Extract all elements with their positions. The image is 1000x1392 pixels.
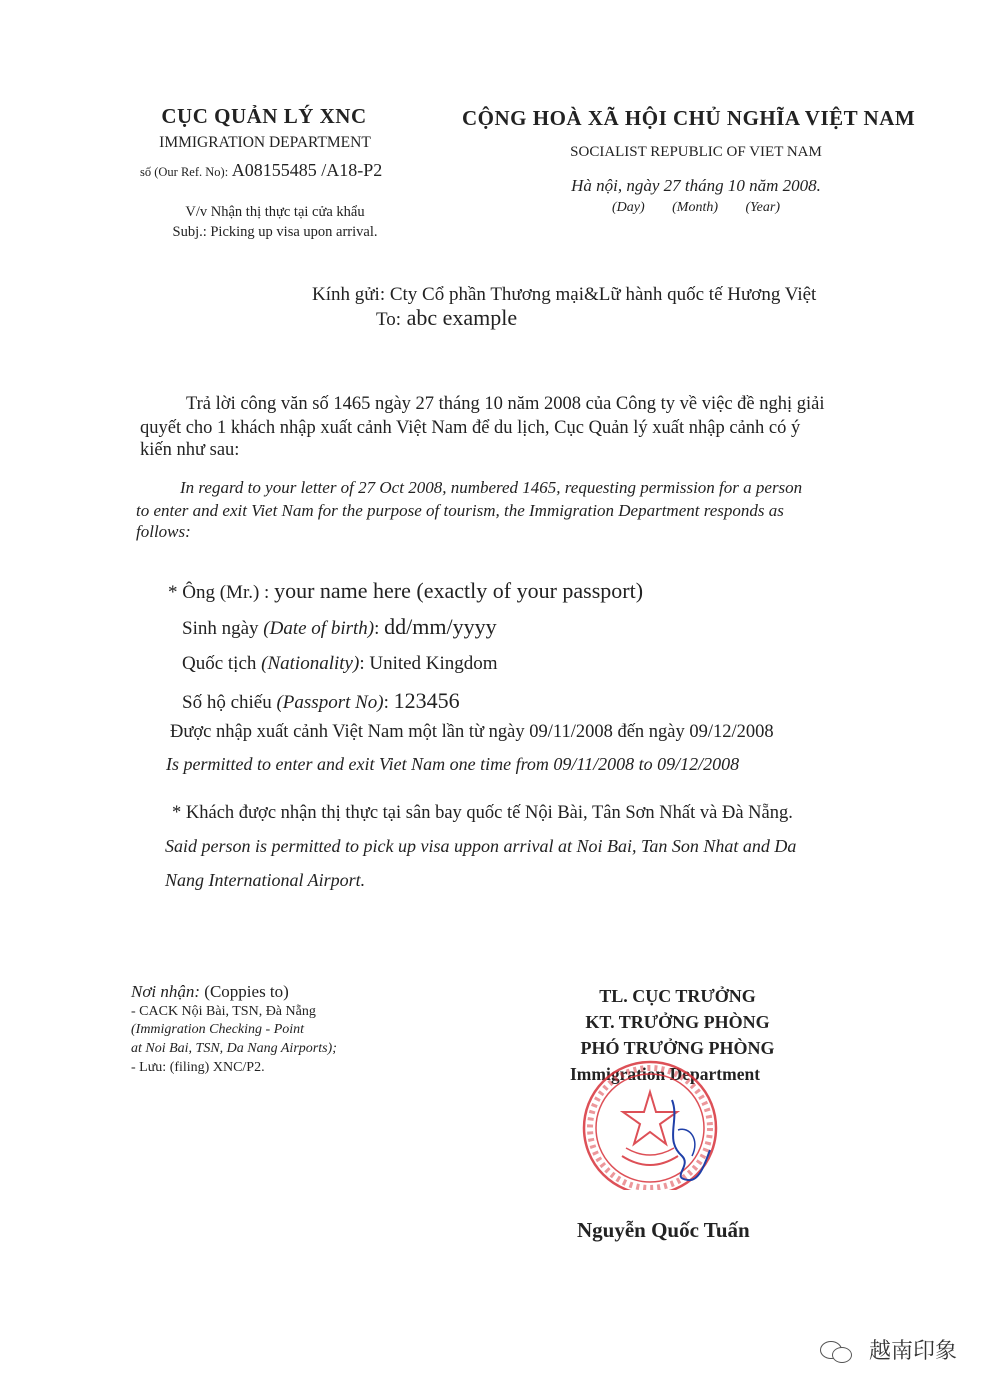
body-vi-line: quyết cho 1 khách nhập xuất cảnh Việt Nam để du lịch, Cục Quản lý xuất nhập cảnh có ý — [140, 418, 801, 438]
signature-line-3: PHÓ TRƯỞNG PHÒNG — [580, 1038, 775, 1058]
date-legend — [520, 200, 872, 216]
wechat-icon — [820, 1341, 854, 1363]
subject-vi: V/v Nhận thị thực tại cửa khẩu — [185, 204, 365, 220]
passport-field: Số hộ chiếu (Passport No): 123456 — [182, 688, 460, 713]
pickup-vi: * Khách được nhận thị thực tại sân bay quốc tế Nội Bài, Tân Sơn Nhất và Đà Nẵng. — [172, 803, 793, 823]
recipient-en — [376, 305, 517, 331]
month-label: (Month) — [672, 200, 719, 215]
day-label: (Day) — [611, 200, 645, 215]
pickup-en-line: Nang International Airport. — [165, 870, 366, 890]
republic-subtitle: SOCIALIST REPUBLIC OF VIET NAM — [570, 144, 822, 160]
permission-vi: Được nhập xuất cảnh Việt Nam một lần từ ngày 09/11/2008 đến ngày 09/12/2008 — [170, 722, 774, 742]
recipient-en-value: abc example — [406, 305, 518, 330]
signer-name: Nguyễn Quốc Tuấn — [577, 1218, 750, 1242]
body-en-line: to enter and exit Viet Nam for the purpose of tourism, the Immigration Department responds as — [136, 501, 784, 520]
copies-heading — [131, 982, 289, 1002]
nationality-value: United Kingdom — [369, 653, 498, 674]
permission-en: Is permitted to enter and exit Viet Nam one time from 09/11/2008 to 09/12/2008 — [166, 754, 740, 774]
copies-line: at Noi Bai, TSN, Da Nang Airports); — [131, 1041, 337, 1056]
document-date: Hà nội, ngày 27 tháng 10 năm 2008. — [571, 176, 821, 195]
recipient-vi: Kính gửi: Cty Cổ phần Thương mại&Lữ hành quốc tế Hương Việt — [312, 284, 817, 305]
watermark-text: 越南印象 — [869, 1339, 958, 1364]
reference-number: A08155485 /A18-P2 — [231, 160, 383, 180]
nationality-label-en: (Nationality) — [261, 653, 360, 674]
body-vi-line: kiến như sau: — [140, 440, 240, 460]
dob-value: dd/mm/yyyy — [384, 614, 497, 639]
name-field — [168, 578, 643, 604]
dob-label-en: (Date of birth) — [263, 618, 375, 639]
copies-label-vi: Nơi nhận: — [131, 982, 201, 1001]
name-label: * Ông (Mr.) : — [168, 582, 270, 603]
signature-line-4: Immigration Department — [570, 1064, 761, 1084]
body-en-line: In regard to your letter of 27 Oct 2008, numbered 1465, requesting permission for a person — [180, 478, 803, 497]
reference-line — [140, 160, 382, 181]
body-vi-line: Trả lời công văn số 1465 ngày 27 tháng 10 năm 2008 của Công ty về việc đề nghị giải — [186, 394, 825, 414]
signature-line-2: KT. TRƯỞNG PHÒNG — [585, 1012, 770, 1032]
recipient-en-label: To: — [376, 309, 402, 330]
passport-label-vi: Số hộ chiếu — [182, 692, 272, 713]
body-en-line: follows: — [136, 522, 191, 541]
reference-prefix: số (Our Ref. No): — [140, 165, 229, 179]
nationality-label-vi: Quốc tịch — [182, 653, 257, 674]
year-label: (Year) — [745, 200, 781, 215]
department-title: CỤC QUẢN LÝ XNC — [161, 104, 367, 128]
department-subtitle: IMMIGRATION DEPARTMENT — [159, 134, 371, 151]
passport-label-en: (Passport No) — [276, 692, 384, 713]
passport-value: 123456 — [393, 688, 460, 713]
dob-field: Sinh ngày (Date of birth): dd/mm/yyyy — [182, 614, 497, 639]
signature-line-1: TL. CỤC TRƯỞNG — [599, 986, 756, 1006]
name-value: your name here (exactly of your passport) — [274, 578, 644, 603]
subject-en: Subj.: Picking up visa upon arrival. — [172, 224, 378, 240]
copies-line: - Lưu: (filing) XNC/P2. — [131, 1060, 265, 1075]
nationality-field: Quốc tịch (Nationality): United Kingdom — [182, 653, 498, 674]
official-stamp-icon — [560, 1060, 730, 1190]
copies-label-en: (Coppies to) — [204, 982, 289, 1001]
copies-line: - CACK Nội Bài, TSN, Đà Nẵng — [131, 1004, 316, 1019]
dob-label-vi: Sinh ngày — [182, 618, 259, 639]
pickup-en-line: Said person is permitted to pick up visa uppon arrival at Noi Bai, Tan Son Nhat and Da — [165, 836, 797, 856]
copies-line: (Immigration Checking - Point — [131, 1022, 305, 1037]
watermark — [820, 1334, 957, 1365]
republic-title: CỘNG HOÀ XÃ HỘI CHỦ NGHĨA VIỆT NAM — [462, 106, 916, 130]
